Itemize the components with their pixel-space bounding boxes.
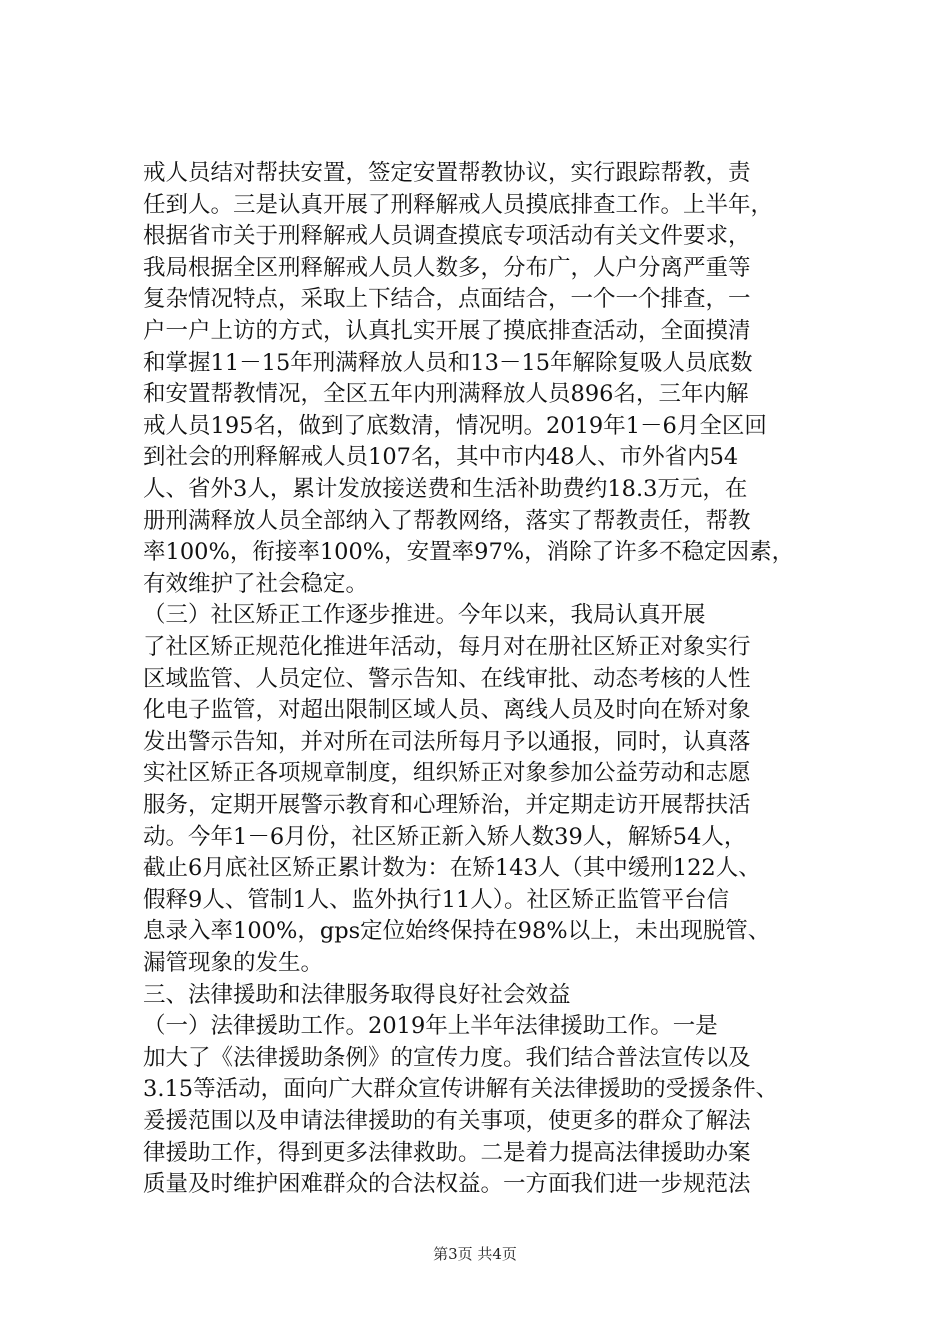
text-line: 率100%，衔接率100%，安置率97%，消除了许多不稳定因素，	[143, 539, 795, 566]
text-line: （一）法律援助工作。2019年上半年法律援助工作。一是	[143, 1013, 718, 1040]
text-line: 根据省市关于刑释解戒人员调查摸底专项活动有关文件要求，	[143, 223, 751, 250]
text-line: 任到人。三是认真开展了刑释解戒人员摸底排查工作。上半年，	[143, 191, 774, 218]
text-line: 复杂情况特点，采取上下结合，点面结合，一个一个排查，一	[143, 286, 751, 313]
text-line: 质量及时维护困难群众的合法权益。一方面我们进一步规范法	[143, 1171, 751, 1198]
text-line: 实社区矫正各项规章制度，组织矫正对象参加公益劳动和志愿	[143, 760, 751, 787]
text-line: 动。今年1－6月份，社区矫正新入矫人数39人，解矫54人，	[143, 823, 747, 850]
text-line: 戒人员结对帮扶安置，签定安置帮教协议，实行跟踪帮教，责	[143, 160, 751, 186]
text-line: 3.15等活动，面向广大群众宣传讲解有关法律援助的受援条件、	[143, 1076, 779, 1103]
text-line: 化电子监管，对超出限制区域人员、离线人员及时向在矫对象	[143, 697, 751, 724]
page-footer: 第3页 共4页	[433, 1245, 517, 1263]
text-line: （三）社区矫正工作逐步推进。今年以来，我局认真开展	[143, 602, 706, 629]
text-line: 到社会的刑释解戒人员107名，其中市内48人、市外省内54	[143, 444, 739, 471]
text-line: 区域监管、人员定位、警示告知、在线审批、动态考核的人性	[143, 665, 751, 692]
text-line: 我局根据全区刑释解戒人员人数多，分布广，人户分离严重等	[143, 254, 751, 281]
text-line: 有效维护了社会稳定。	[143, 570, 369, 597]
text-line: 律援助工作，得到更多法律救助。二是着力提高法律援助办案	[143, 1139, 751, 1166]
text-line: 和掌握11－15年刑满释放人员和13－15年解除复吸人员底数	[143, 349, 753, 376]
text-line: 戒人员195名，做到了底数清，情况明。2019年1－6月全区回	[143, 412, 767, 439]
text-line: 三、法律援助和法律服务取得良好社会效益	[143, 981, 571, 1008]
text-line: 加大了《法律援助条例》的宣传力度。我们结合普法宣传以及	[143, 1044, 751, 1071]
text-line: 发出警示告知，并对所在司法所每月予以通报，同时，认真落	[143, 728, 751, 755]
text-line: 息录入率100%，gps定位始终保持在98%以上，未出现脱管、	[143, 918, 771, 945]
text-line: 截止6月底社区矫正累计数为：在矫143人（其中缓刑122人、	[143, 855, 761, 882]
text-line: 漏管现象的发生。	[143, 950, 324, 976]
text-line: 假释9人、管制1人、监外执行11人）。社区矫正监管平台信	[143, 886, 730, 913]
text-line: 和安置帮教情况，全区五年内刑满释放人员896名，三年内解	[143, 381, 749, 408]
text-line: 了社区矫正规范化推进年活动，每月对在册社区矫正对象实行	[143, 634, 751, 660]
text-line: 户一户上访的方式，认真扎实开展了摸底排查活动，全面摸清	[143, 318, 751, 344]
text-line: 人、省外3人，累计发放接送费和生活补助费约18.3万元，在	[143, 476, 748, 502]
text-line: 册刑满释放人员全部纳入了帮教网络，落实了帮教责任，帮教	[143, 507, 751, 534]
text-line: 服务，定期开展警示教育和心理矫治，并定期走访开展帮扶活	[143, 792, 751, 818]
text-line: 爰援范围以及申请法律援助的有关事项，使更多的群众了解法	[143, 1108, 751, 1134]
